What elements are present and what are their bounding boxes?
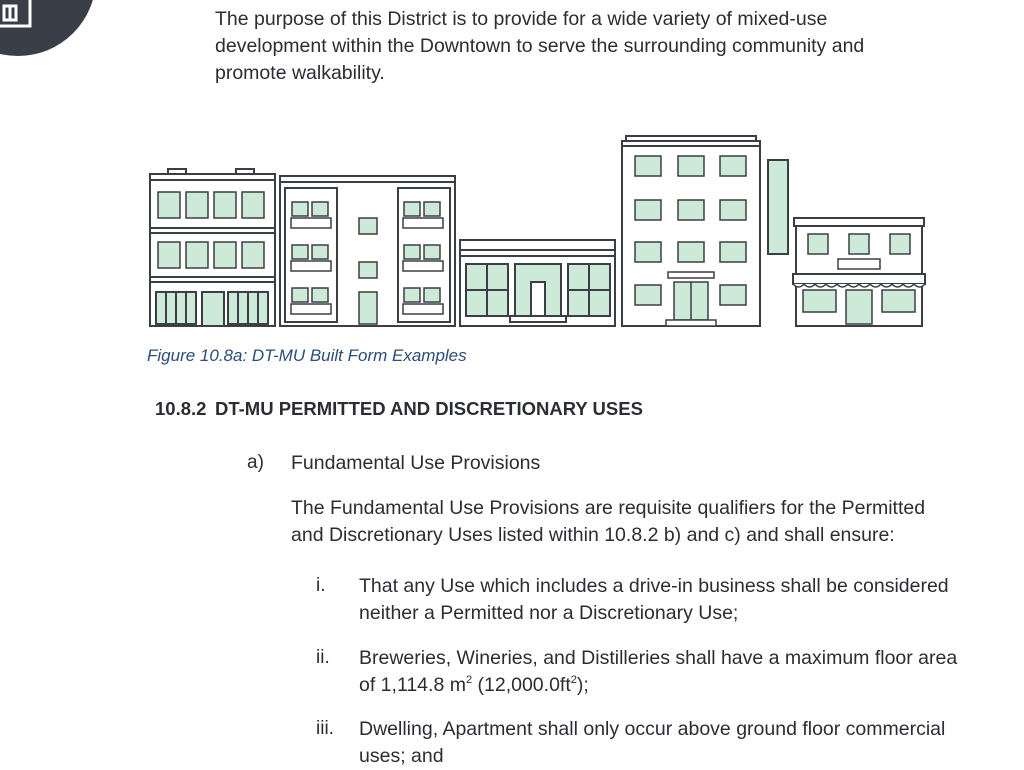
- corner-badge: [0, 0, 96, 56]
- list-item: That any Use which includes a drive-in business shall be considered neither a Permitted nor a Discretionary Use;: [359, 575, 949, 624]
- built-form-illustration: [148, 132, 928, 332]
- building-1: [150, 169, 275, 326]
- building-4: [622, 136, 788, 326]
- list-item-text: (12,000.0ft: [472, 674, 571, 696]
- list-item-marker: i.: [316, 575, 326, 596]
- list-item-text: );: [576, 674, 589, 696]
- subsection-body: The Fundamental Use Provisions are requisite qualifiers for the Permitted and Discretionary Uses listed within 10.8.2 b) and c) and shall ensure:: [291, 497, 926, 546]
- list-item-marker: ii.: [316, 647, 330, 668]
- list-item: Dwelling, Apartment shall only occur above ground floor commercial uses; and: [359, 718, 946, 767]
- list-item-marker: iii.: [316, 718, 334, 739]
- superscript: 2: [465, 673, 473, 686]
- subsection-title: Fundamental Use Provisions: [291, 452, 541, 474]
- building-3: [460, 240, 615, 326]
- superscript: 2: [570, 673, 577, 686]
- section-title: DT-MU PERMITTED AND DISCRETIONARY USES: [215, 398, 643, 419]
- subsection-marker: a): [247, 452, 264, 473]
- list-item-text: Breweries, Wineries, and Distilleries shall have a maximum floor area of 1,114.8 m: [359, 647, 958, 696]
- building-2: [280, 176, 455, 326]
- building-icon: [0, 0, 32, 34]
- figure-caption: Figure 10.8a: DT-MU Built Form Examples: [147, 346, 467, 365]
- section-number: 10.8.2: [155, 398, 207, 419]
- section-heading: [155, 398, 643, 420]
- list-item: [359, 645, 959, 699]
- building-5: [793, 218, 925, 326]
- intro-paragraph: The purpose of this District is to provide for a wide variety of mixed-use development within the Downtown to serve the surrounding community and promote walkability.: [215, 8, 865, 84]
